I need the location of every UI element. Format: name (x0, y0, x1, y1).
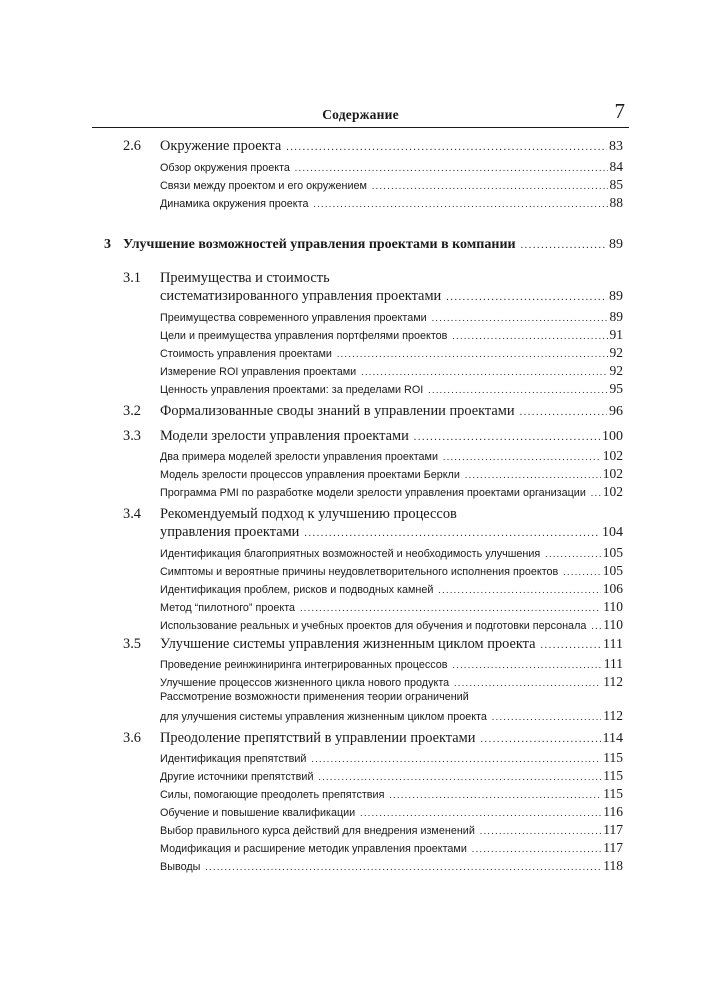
subsection-title: Идентификация проблем, рисков и подводных камней (160, 584, 434, 596)
toc-entry-subsection[interactable] (160, 768, 623, 784)
leader-dots (446, 292, 607, 303)
section-title-line1: Рекомендуемый подход к улучшению процессов (160, 506, 457, 522)
leader-dots (295, 163, 608, 173)
page-number: 100 (602, 429, 623, 444)
page-number: 104 (602, 525, 623, 540)
subsection-title: Улучшение процессов жизненного цикла нового продукта (160, 677, 450, 689)
toc-entry-subsection[interactable] (160, 804, 623, 820)
subsection-title: Метод “пилотного” проекта (160, 602, 296, 614)
subsection-title: Симптомы и вероятные причины неудовлетворительного исполнения проектов (160, 566, 559, 578)
page-number: 111 (603, 637, 623, 652)
leader-dots (591, 488, 601, 498)
section-title: Преодоление препятствий в управлении проектами (160, 730, 476, 746)
leader-dots (480, 734, 600, 745)
leader-dots (541, 640, 601, 651)
page-number: 92 (609, 363, 623, 378)
toc-entry-subsection[interactable] (160, 786, 623, 802)
subsection-title: Измерение ROI управления проектами (160, 366, 357, 378)
leader-dots (472, 844, 601, 854)
toc-entry-section[interactable] (160, 403, 623, 423)
subsection-title: Проведение реинжиниринга интегрированных процессов (160, 659, 448, 671)
subsection-title: Программа PMI по разработке модели зрелости управления проектами организации (160, 487, 586, 499)
toc-entry-subsection[interactable] (160, 858, 623, 874)
toc-entry-subsection[interactable] (160, 563, 623, 579)
toc-entry-subsection[interactable] (160, 448, 623, 464)
toc-entry-subsection[interactable] (160, 466, 623, 482)
page-number: 112 (603, 708, 623, 723)
page-number: 116 (603, 804, 623, 819)
toc-entry-subsection[interactable] (160, 822, 623, 838)
leader-dots (520, 407, 607, 418)
leader-dots (492, 712, 601, 722)
leader-dots (563, 567, 600, 577)
subsection-title: Выводы (160, 861, 201, 873)
toc-entry-subsection[interactable] (160, 309, 623, 325)
subsection-title: Идентификация препятствий (160, 753, 307, 765)
page-number: 102 (602, 466, 623, 481)
section-title-line2: систематизированного управления проектами (160, 288, 442, 304)
leader-dots (372, 181, 608, 191)
toc-entry-subsection[interactable] (160, 177, 623, 193)
toc-entry-section[interactable] (160, 524, 623, 544)
subsection-title: Идентификация благоприятных возможностей и необходимость улучшения (160, 548, 541, 560)
toc-entry-section[interactable] (160, 288, 623, 308)
subsection-title: Силы, помогающие преодолеть препятствия (160, 789, 385, 801)
page-number: 88 (609, 195, 623, 210)
page-number: 102 (602, 448, 623, 463)
page-number: 110 (603, 599, 623, 614)
leader-dots (454, 678, 601, 688)
leader-dots (337, 349, 608, 359)
chapter-title: Улучшение возможностей управления проектами в компании (123, 237, 516, 252)
leader-dots (545, 549, 601, 559)
toc-entry-subsection[interactable] (160, 345, 623, 361)
section-number: 3.5 (123, 636, 141, 652)
subsection-title: Ценность управления проектами: за пределами ROI (160, 384, 424, 396)
toc-entry-section[interactable] (160, 636, 623, 656)
section-number: 3.4 (123, 506, 141, 522)
leader-dots (414, 432, 600, 443)
toc-entry-subsection[interactable] (160, 840, 623, 856)
page-number: 115 (603, 750, 623, 765)
page-number: 117 (603, 840, 623, 855)
subsection-title: Использование реальных и учебных проектов для обучения и подготовки персонала (160, 620, 587, 632)
page-number: 96 (609, 404, 623, 419)
leader-dots (591, 621, 601, 631)
toc-entry-subsection[interactable] (160, 708, 623, 724)
page-number: 117 (603, 822, 623, 837)
leader-dots (304, 528, 600, 539)
toc-entry-subsection[interactable] (160, 656, 623, 672)
leader-dots (361, 367, 607, 377)
leader-dots (286, 142, 607, 153)
leader-dots (432, 313, 608, 323)
section-number: 3.1 (123, 270, 141, 286)
leader-dots (443, 452, 601, 462)
section-title: Модели зрелости управления проектами (160, 428, 409, 444)
leader-dots (480, 826, 601, 836)
page-number: 105 (602, 563, 623, 578)
subsection-title: Два примера моделей зрелости управления проектами (160, 451, 438, 463)
page-number: 118 (603, 858, 623, 873)
page-number: 115 (603, 768, 623, 783)
leader-dots (428, 385, 607, 395)
toc-entry-subsection[interactable] (160, 484, 623, 500)
page-number: 105 (602, 545, 623, 560)
subsection-title: Связи между проектом и его окружением (160, 180, 367, 192)
toc-entry-subsection[interactable] (160, 617, 623, 633)
leader-dots (360, 808, 601, 818)
page-number: 84 (609, 159, 623, 174)
page-number: 114 (602, 731, 623, 746)
leader-dots (452, 331, 607, 341)
toc-entry-subsection[interactable] (160, 599, 623, 615)
header-title: Содержание (322, 107, 399, 122)
toc-entry-chapter[interactable] (123, 237, 623, 257)
page-number: 112 (603, 674, 623, 689)
toc-entry-subsection[interactable] (160, 363, 623, 379)
leader-dots (465, 470, 601, 480)
section-title: Формализованные своды знаний в управлении проектами (160, 403, 515, 419)
page-number: 111 (603, 656, 623, 671)
leader-dots (453, 660, 602, 670)
subsection-title: Стоимость управления проектами (160, 348, 332, 360)
toc-entry-subsection[interactable] (160, 327, 623, 343)
subsection-title: Выбор правильного курса действий для внедрения изменений (160, 825, 475, 837)
subsection-title-line2: для улучшения системы управления жизненным циклом проекта (160, 711, 487, 723)
header-page-number: 7 (614, 99, 625, 123)
page-number: 89 (609, 289, 623, 304)
leader-dots (313, 199, 607, 209)
leader-dots (205, 862, 601, 872)
leader-dots (521, 240, 607, 251)
subsection-title: Модель зрелости процессов управления проектами Беркли (160, 469, 460, 481)
toc-entry-subsection[interactable] (160, 750, 623, 766)
page-number: 102 (602, 484, 623, 499)
toc-entry-subsection[interactable] (160, 674, 623, 690)
subsection-title: Преимущества современного управления проектами (160, 312, 427, 324)
subsection-title: Динамика окружения проекта (160, 198, 309, 210)
leader-dots (438, 585, 600, 595)
section-title: Улучшение системы управления жизненным циклом проекта (160, 636, 536, 652)
page-number: 95 (609, 381, 623, 396)
subsection-title: Модификация и расширение методик управления проектами (160, 843, 467, 855)
page-number: 91 (609, 327, 623, 342)
chapter-number: 3 (104, 237, 111, 252)
toc-entry-subsection[interactable] (160, 381, 623, 397)
subsection-title: Обучение и повышение квалификации (160, 807, 356, 819)
page-number: 83 (609, 139, 623, 154)
leader-dots (318, 772, 601, 782)
toc-entry-subsection[interactable] (160, 195, 623, 211)
page-number: 106 (602, 581, 623, 596)
section-number: 2.6 (123, 138, 141, 154)
section-title-line1: Преимущества и стоимость (160, 270, 330, 286)
subsection-title-line1: Рассмотрение возможности применения теории ограничений (160, 691, 469, 703)
toc-entry-section[interactable] (160, 138, 623, 158)
subsection-title: Другие источники препятствий (160, 771, 314, 783)
page-number: 89 (609, 237, 623, 252)
page-number: 115 (603, 786, 623, 801)
section-number: 3.3 (123, 428, 141, 444)
toc-entry-section[interactable] (160, 428, 623, 448)
page-number: 110 (603, 617, 623, 632)
page-number: 89 (609, 309, 623, 324)
toc-entry-subsection[interactable] (160, 581, 623, 597)
section-number: 3.6 (123, 730, 141, 746)
leader-dots (300, 603, 601, 613)
leader-dots (389, 790, 601, 800)
page-number: 85 (609, 177, 623, 192)
section-title: Окружение проекта (160, 138, 282, 154)
leader-dots (311, 754, 601, 764)
subsection-title: Обзор окружения проекта (160, 162, 290, 174)
section-number: 3.2 (123, 403, 141, 419)
toc-entry-subsection[interactable] (160, 545, 623, 561)
toc-entry-section[interactable] (160, 730, 623, 750)
subsection-title: Цели и преимущества управления портфелями проектов (160, 330, 448, 342)
toc-entry-subsection[interactable] (160, 159, 623, 175)
page-number: 92 (609, 345, 623, 360)
section-title-line2: управления проектами (160, 524, 300, 540)
